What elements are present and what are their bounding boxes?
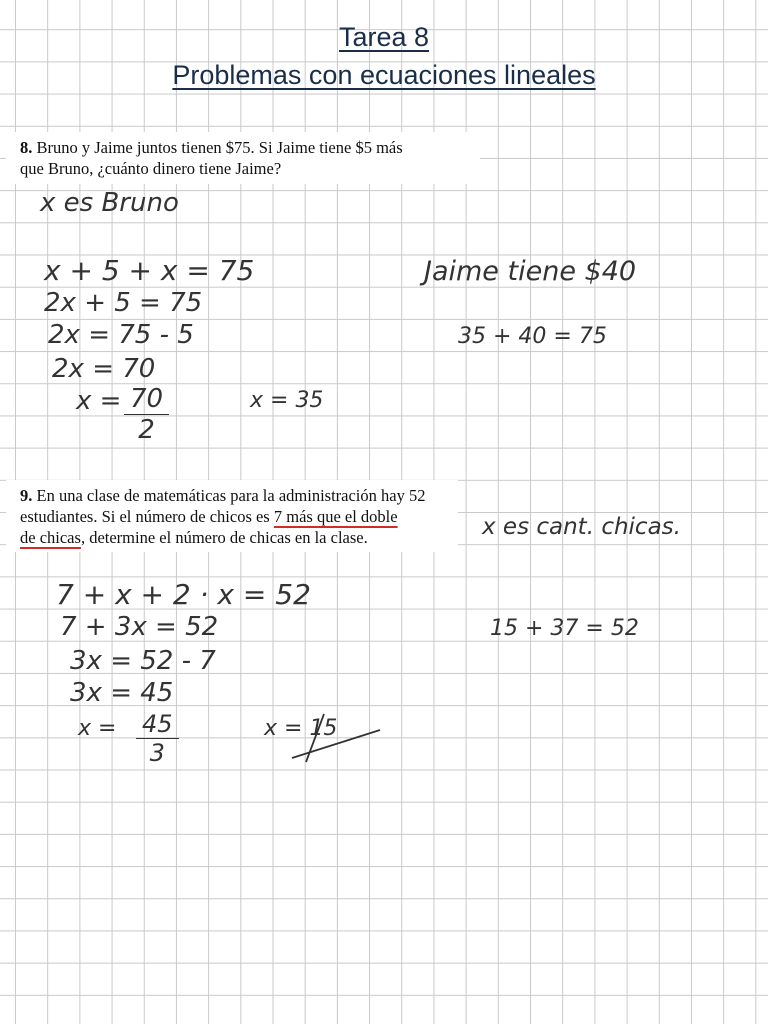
p9-step-5-left: x =	[78, 716, 117, 741]
problem-9-line-1: En una clase de matemáticas para la administración hay 52	[36, 486, 426, 505]
p8-fraction-denominator: 2	[138, 415, 155, 445]
p9-result-strike-marks	[284, 708, 384, 768]
p8-answer: Jaime tiene $40	[424, 256, 637, 287]
page-subtitle: Problemas con ecuaciones lineales	[172, 60, 596, 90]
problem-9-line-2a: estudiantes. Si el número de chicos es	[20, 507, 274, 526]
p8-step-4: 2x = 70	[52, 354, 156, 384]
p9-step-2: 7 + 3x = 52	[60, 612, 219, 642]
problem-9-line-3b: , determine el número de chicas en la clase.	[80, 528, 368, 547]
p8-result: x = 35	[250, 388, 324, 413]
problem-8-line-1: Bruno y Jaime juntos tienen $75. Si Jaime tiene $5 más	[36, 138, 403, 157]
problem-9-line-2b-underlined: 7 más que el doble	[273, 507, 398, 526]
problem-8-statement	[6, 132, 480, 184]
p8-fraction	[124, 384, 169, 445]
p9-fraction-denominator: 3	[149, 739, 165, 767]
problem-8-line-2: que Bruno, ¿cuánto dinero tiene Jaime?	[20, 159, 282, 178]
p9-result: x = 15	[264, 716, 338, 741]
p8-step-3: 2x = 75 - 5	[48, 320, 194, 350]
page-title: Tarea 8	[338, 22, 430, 52]
p9-check: 15 + 37 = 52	[490, 616, 639, 641]
p8-step-2: 2x + 5 = 75	[44, 288, 203, 318]
p8-definition: x es Bruno	[40, 188, 179, 218]
p9-step-1: 7 + x + 2 · x = 52	[56, 578, 311, 611]
p9-definition: x es cant. chicas.	[482, 514, 681, 540]
p9-fraction	[136, 710, 179, 767]
problem-9-number: 9.	[20, 486, 33, 505]
p9-fraction-numerator: 45	[136, 710, 179, 739]
p9-step-3: 3x = 52 - 7	[70, 646, 216, 676]
problem-9-line-3a-underlined: de chicas	[20, 528, 81, 547]
p8-fraction-numerator: 70	[124, 384, 169, 415]
p8-step-1: x + 5 + x = 75	[44, 254, 255, 287]
problem-9-statement	[6, 480, 458, 552]
problem-8-number: 8.	[20, 138, 33, 157]
p9-step-4: 3x = 45	[70, 678, 174, 708]
p8-step-5-left: x =	[76, 386, 122, 416]
p8-check: 35 + 40 = 75	[458, 324, 607, 349]
